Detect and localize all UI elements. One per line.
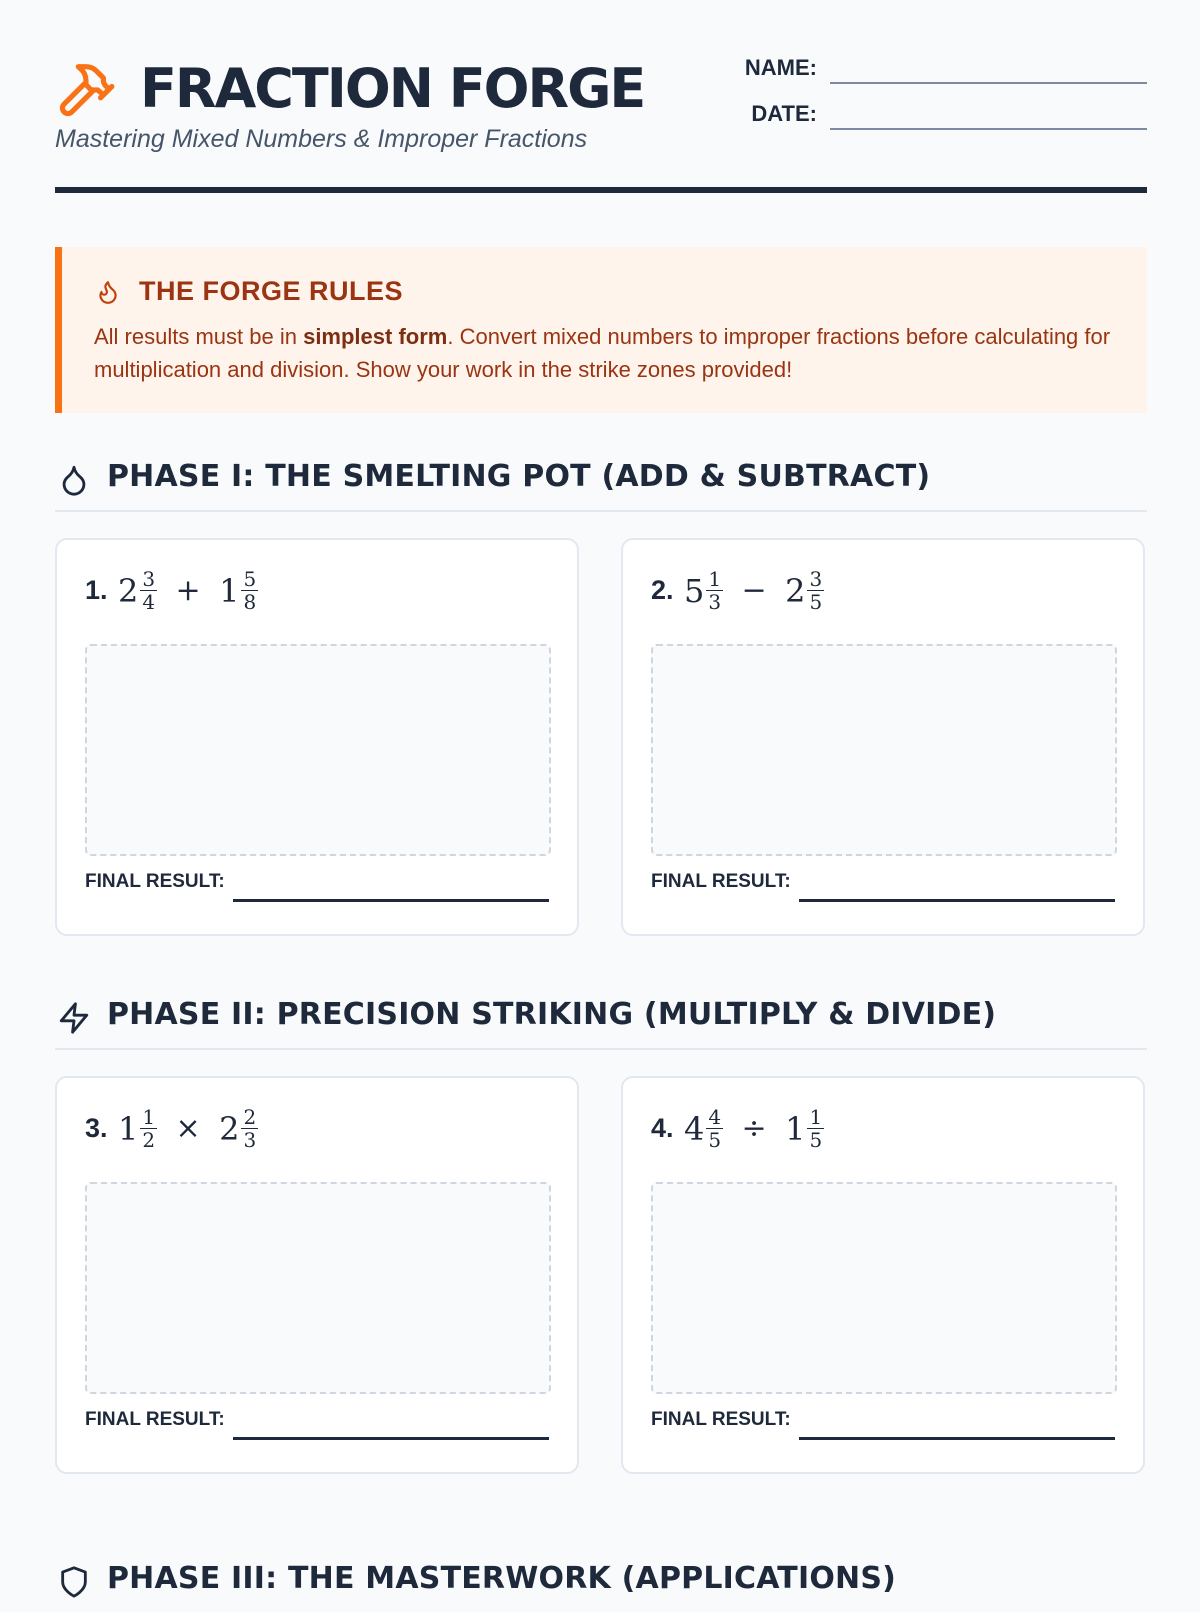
fraction [140, 568, 157, 613]
problem-card-2 [621, 538, 1145, 936]
problem-expression [651, 1106, 824, 1158]
whole-part: 1 [117, 1109, 139, 1148]
strike-zone-work-area[interactable] [85, 1182, 551, 1394]
operator: × [175, 1111, 201, 1146]
problem-number: 4. [651, 1113, 674, 1143]
date-label: DATE: [751, 101, 817, 126]
hammer-icon [55, 59, 117, 121]
problem-expression [85, 568, 258, 620]
denominator: 3 [708, 590, 722, 614]
final-result-line[interactable] [233, 899, 549, 902]
page-subtitle: Mastering Mixed Numbers & Improper Fractions [55, 125, 588, 153]
fraction [241, 568, 258, 613]
fraction [807, 568, 824, 613]
strike-zone-work-area[interactable] [651, 644, 1117, 856]
problem-card-1 [55, 538, 579, 936]
denominator: 5 [809, 1128, 823, 1152]
mixed-number [684, 1106, 723, 1151]
operator: + [175, 573, 201, 608]
whole-part: 1 [219, 571, 240, 610]
numerator: 2 [243, 1105, 257, 1129]
denominator: 8 [243, 590, 257, 614]
numerator: 1 [708, 567, 722, 591]
numerator: 1 [809, 1105, 823, 1129]
numerator: 4 [708, 1105, 722, 1129]
shield-icon [57, 1563, 91, 1601]
fraction [140, 1106, 157, 1151]
whole-part: 5 [683, 571, 705, 610]
operator: − [741, 573, 767, 608]
denominator: 5 [809, 590, 823, 614]
phase-2-title: PHASE II: PRECISION STRIKING (MULTIPLY & DIVIDE) [107, 997, 997, 1032]
header-divider [55, 187, 1147, 193]
operator: ÷ [741, 1111, 767, 1146]
droplet-icon [57, 461, 91, 499]
problem-card-3 [55, 1076, 579, 1474]
denominator: 5 [708, 1128, 722, 1152]
denominator: 2 [142, 1128, 156, 1152]
final-result-label: FINAL RESULT: [85, 1409, 225, 1430]
fraction [241, 1106, 258, 1151]
page-title: FRACTION FORGE [140, 57, 645, 120]
name-input-line[interactable] [830, 82, 1147, 84]
final-result-line[interactable] [799, 899, 1115, 902]
rules-text-emphasis: simplest form [303, 324, 448, 349]
rules-text [94, 320, 1124, 386]
mixed-number [785, 1106, 824, 1151]
final-result-line[interactable] [799, 1437, 1115, 1440]
phase-3-title: PHASE III: THE MASTERWORK (APPLICATIONS) [107, 1561, 897, 1596]
name-field [725, 55, 1147, 85]
mixed-number [219, 1106, 258, 1151]
denominator: 4 [142, 590, 156, 614]
rules-box [55, 247, 1147, 413]
lightning-icon [57, 999, 91, 1037]
mixed-number [118, 1106, 157, 1151]
strike-zone-work-area[interactable] [85, 644, 551, 856]
problem-number: 3. [85, 1113, 108, 1143]
mixed-number [684, 568, 723, 613]
name-label: NAME: [744, 55, 817, 80]
whole-part: 2 [219, 1109, 240, 1148]
numerator: 5 [243, 567, 257, 591]
worksheet-page [55, 0, 1147, 1600]
rules-title: THE FORGE RULES [139, 276, 404, 306]
fraction [706, 568, 723, 613]
worksheet-header [55, 55, 1147, 195]
final-result-label: FINAL RESULT: [85, 871, 225, 892]
final-result-label: FINAL RESULT: [651, 1409, 791, 1430]
problem-expression [651, 568, 824, 620]
problem-number: 2. [651, 575, 674, 605]
phase-2-header [55, 993, 1147, 1050]
whole-part: 1 [785, 1109, 806, 1148]
fraction [706, 1106, 723, 1151]
whole-part: 2 [117, 571, 139, 610]
numerator: 3 [142, 567, 156, 591]
numerator: 1 [142, 1105, 156, 1129]
flame-icon [95, 277, 121, 307]
rules-text-part: . Convert mixed numbers to improper fractions before calculating for multiplication and division. Show your work in the strike zones provided! [94, 324, 1111, 382]
date-input-line[interactable] [830, 128, 1147, 130]
strike-zone-work-area[interactable] [651, 1182, 1117, 1394]
denominator: 3 [243, 1128, 257, 1152]
numerator: 3 [809, 567, 823, 591]
date-field [725, 101, 1147, 131]
problem-card-4 [621, 1076, 1145, 1474]
final-result-label: FINAL RESULT: [651, 871, 791, 892]
mixed-number [785, 568, 824, 613]
phase-3-header [55, 1557, 1147, 1612]
whole-part: 2 [785, 571, 806, 610]
mixed-number [118, 568, 157, 613]
final-result-line[interactable] [233, 1437, 549, 1440]
phase-1-header [55, 455, 1147, 512]
rules-text-part: All results must be in [94, 324, 304, 349]
fraction [807, 1106, 824, 1151]
whole-part: 4 [683, 1109, 705, 1148]
problem-number: 1. [85, 575, 108, 605]
phase-1-title: PHASE I: THE SMELTING POT (ADD & SUBTRACT) [107, 459, 931, 494]
problem-expression [85, 1106, 258, 1158]
mixed-number [219, 568, 258, 613]
